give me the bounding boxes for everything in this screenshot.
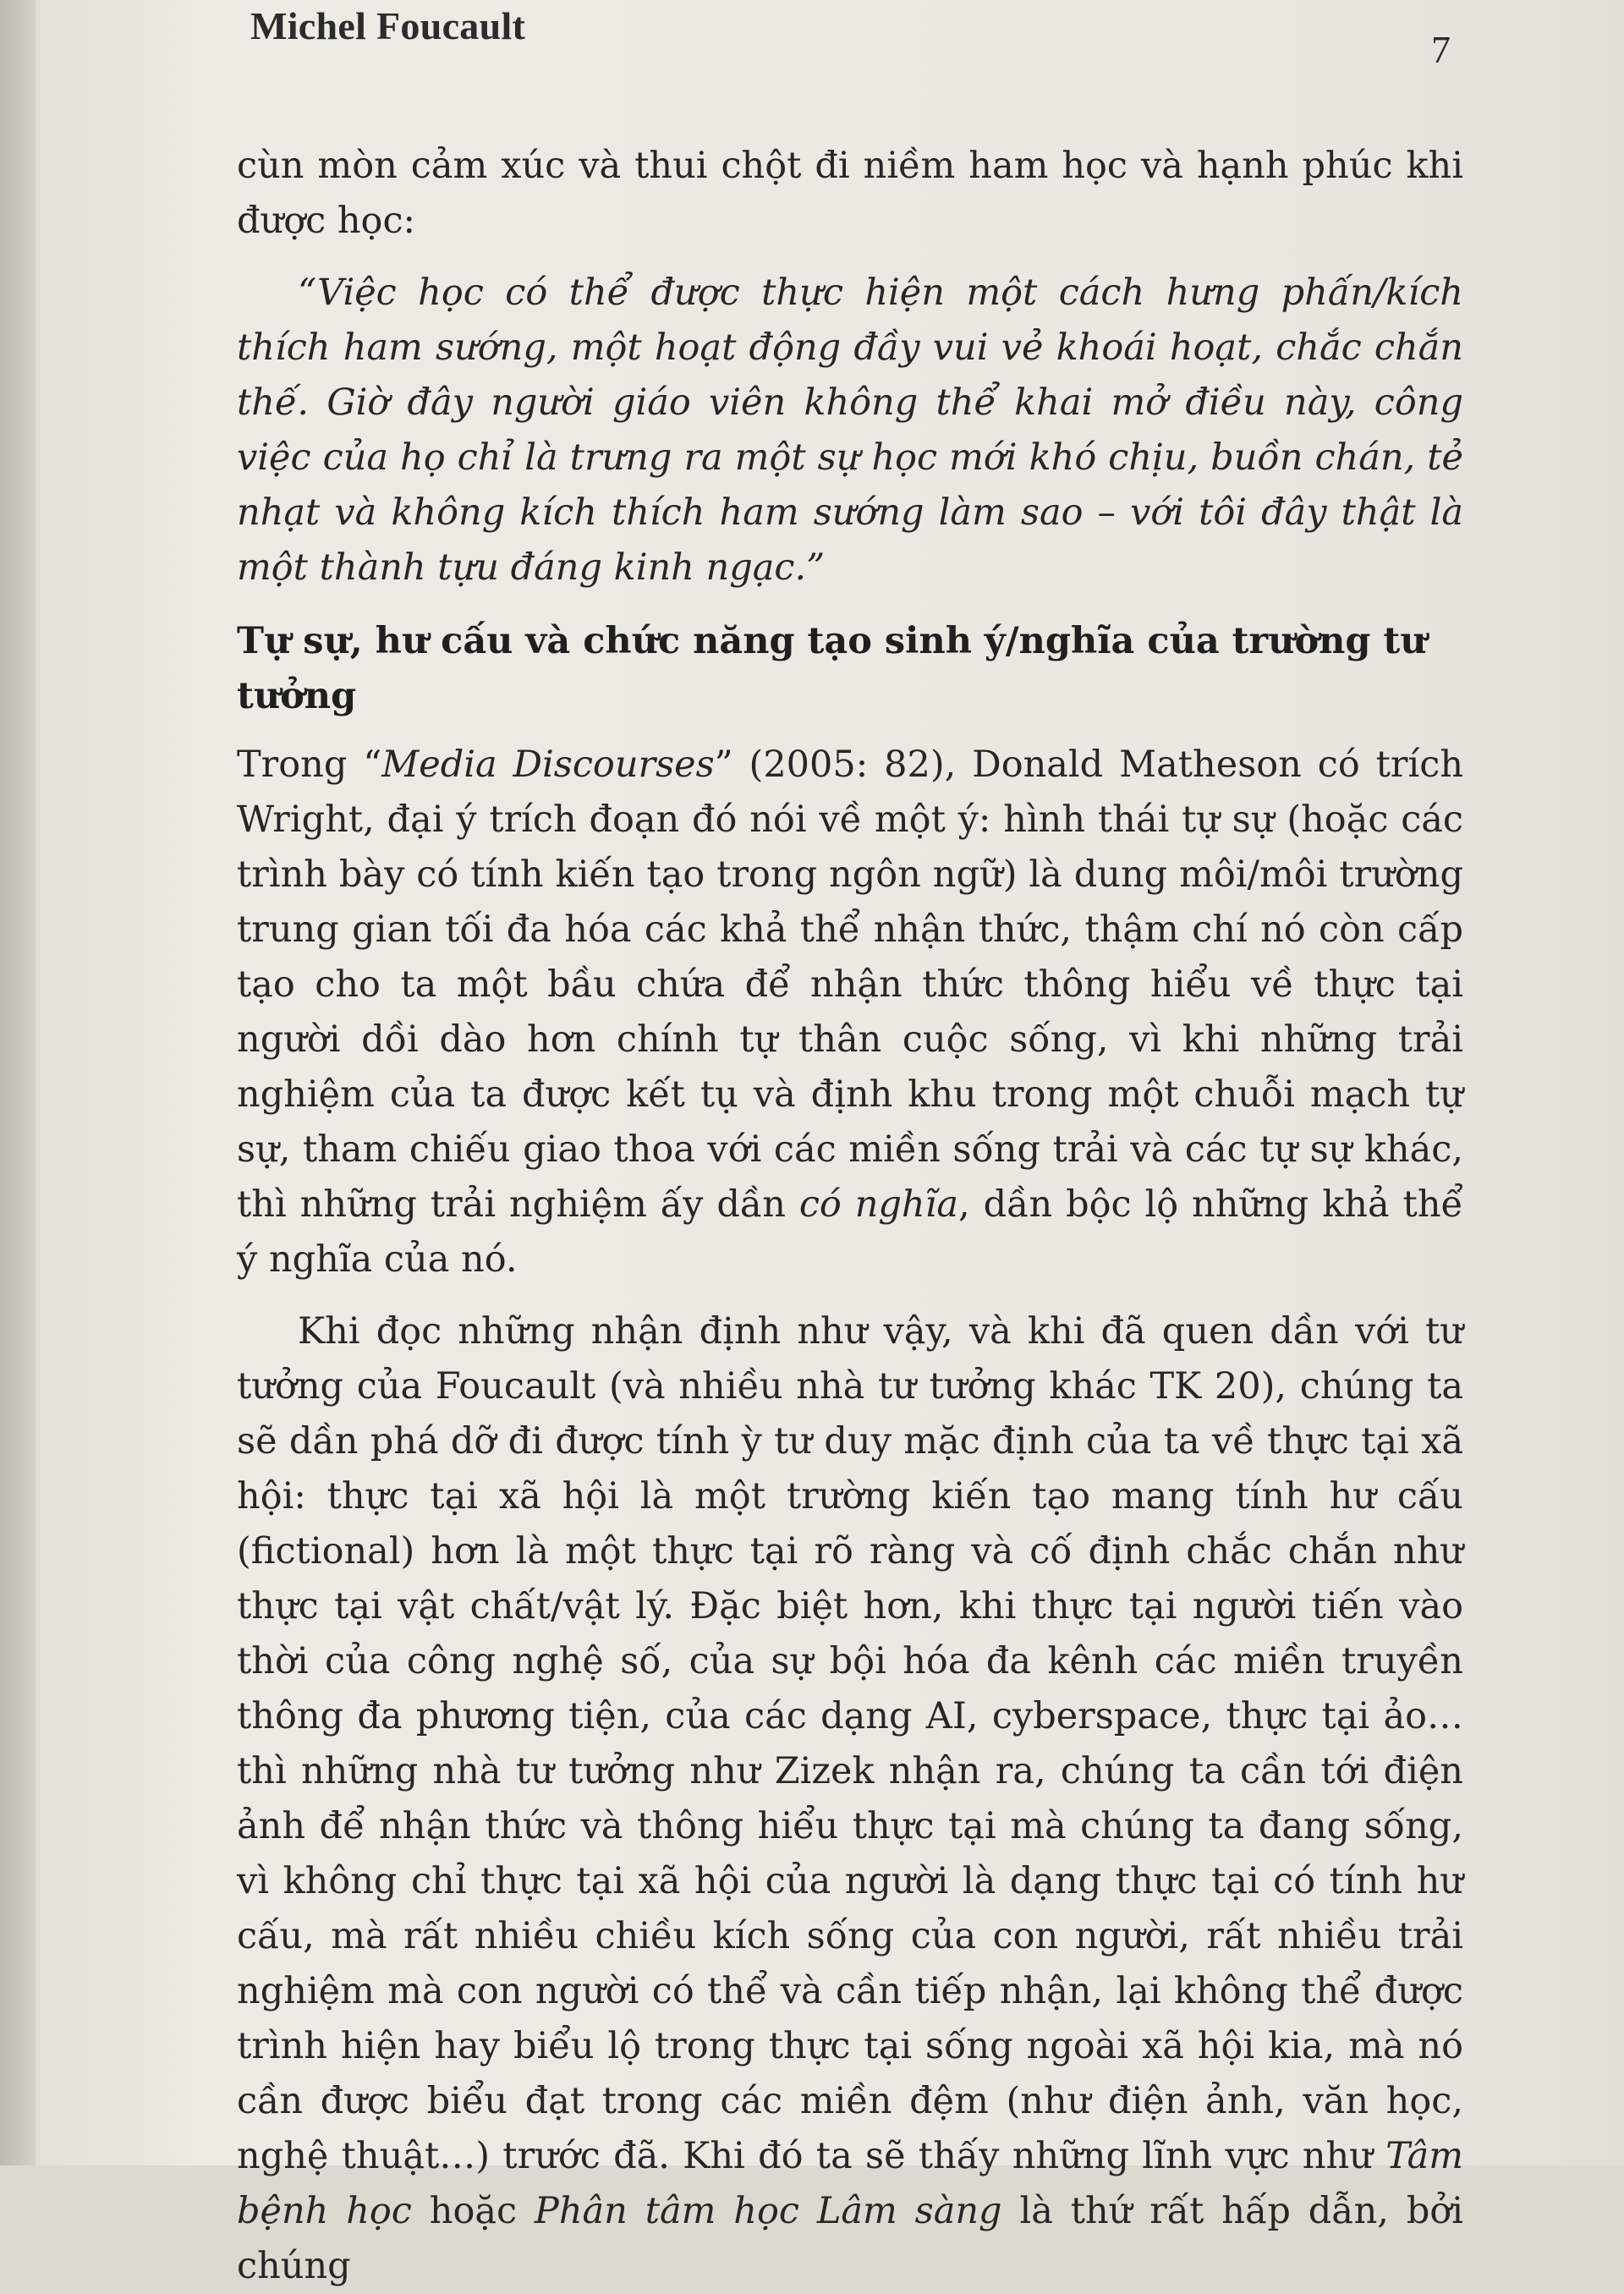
paragraph-text: là thứ rất hấp dẫn, bởi chúng — [237, 2190, 1463, 2287]
paragraph-foucault — [237, 1304, 1463, 2294]
lead-paragraph: cùn mòn cảm xúc và thui chột đi niềm ham học và hạnh phúc khi được học: — [237, 145, 1463, 242]
section-heading: Tự sự, hư cấu và chức năng tạo sinh ý/nghĩa của trường tư tưởng — [237, 620, 1427, 717]
block-quote: “Việc học có thể được thực hiện một cách hưng phấn/kích thích ham sướng, một hoạt động đầy vui vẻ khoái hoạt, chắc chắn thế. Giờ đây người giáo viên không thể khai mở điều này, công việc của họ chỉ là trưng ra một sự học mới khó chịu, buồn chán, tẻ nhạt và không kích thích ham sướng làm sao – với tôi đây thật là một thành tựu đáng kinh ngạc.” — [237, 272, 1463, 589]
paragraph-text: hoặc — [411, 2190, 535, 2232]
paragraph-text: Trong “ — [237, 744, 382, 786]
page-body — [237, 139, 1463, 2294]
paragraph-text: , dần bộc lộ những khả thể ý nghĩa của nó. — [237, 1183, 1463, 1281]
paragraph-matheson — [237, 738, 1463, 1287]
page-number: 7 — [1431, 28, 1451, 71]
running-head: Michel Foucault — [250, 4, 526, 47]
paragraph-text: ” (2005: 82), Donald Matheson có trích Wright, đại ý trích đoạn đó nói về một ý: hình thái tự sự (hoặc các trình bày có tính kiến tạo trong ngôn ngữ) là dung môi/môi trường trung gian tối đa hóa các khả thể nhận thức, thậm chí nó còn cấp tạo cho ta một bầu chứa để nhận thức thông hiểu về thực tại người dồi dào hơn chính tự thân cuộc sống, vì khi những trải nghiệm của ta được kết tụ và định khu trong một chuỗi mạch tự sự, tham chiếu giao thoa với các miền sống trải và các tự sự khác, thì những trải nghiệm ấy dần — [237, 744, 1464, 1226]
italic-emphasis: có nghĩa — [798, 1183, 959, 1226]
italic-term: Phân tâm học Lâm sàng — [534, 2190, 1002, 2232]
italic-book-title: Media Discourses — [381, 744, 715, 786]
page-gutter-edge — [0, 0, 36, 2165]
italic-term: Tâm bệnh học — [237, 2135, 1463, 2232]
paragraph-text: Khi đọc những nhận định như vậy, và khi đã quen dần với tư tưởng của Foucault (và nhiều nhà tư tưởng khác TK 20), chúng ta sẽ dần phá dỡ đi được tính ỳ tư duy mặc định của ta về thực tại xã hội: thực tại xã hội là một trường kiến tạo mang tính hư cấu (fictional) hơn là một thực tại rõ ràng và cố định chắc chắn như thực tại vật chất/vật lý. Đặc biệt hơn, khi thực tại người tiến vào thời của công nghệ số, của sự bội hóa đa kênh các miền truyền thông đa phương tiện, của các dạng AI, cyberspace, thực tại ảo… thì những nhà tư tưởng như Zizek nhận ra, chúng ta cần tới điện ảnh để nhận thức và thông hiểu thực tại mà chúng ta đang sống, vì không chỉ thực tại xã hội của người là dạng thực tại có tính hư cấu, mà rất nhiều chiều kích sống của con người, rất nhiều trải nghiệm mà con người có thể và cần tiếp nhận, lại không thể được trình hiện hay biểu lộ trong thực tại sống ngoài xã hội kia, mà nó cần được biểu đạt trong các miền đệm (như điện ảnh, văn học, nghệ thuật…) trước đã. Khi đó ta sẽ thấy những lĩnh vực như — [237, 1310, 1463, 2177]
